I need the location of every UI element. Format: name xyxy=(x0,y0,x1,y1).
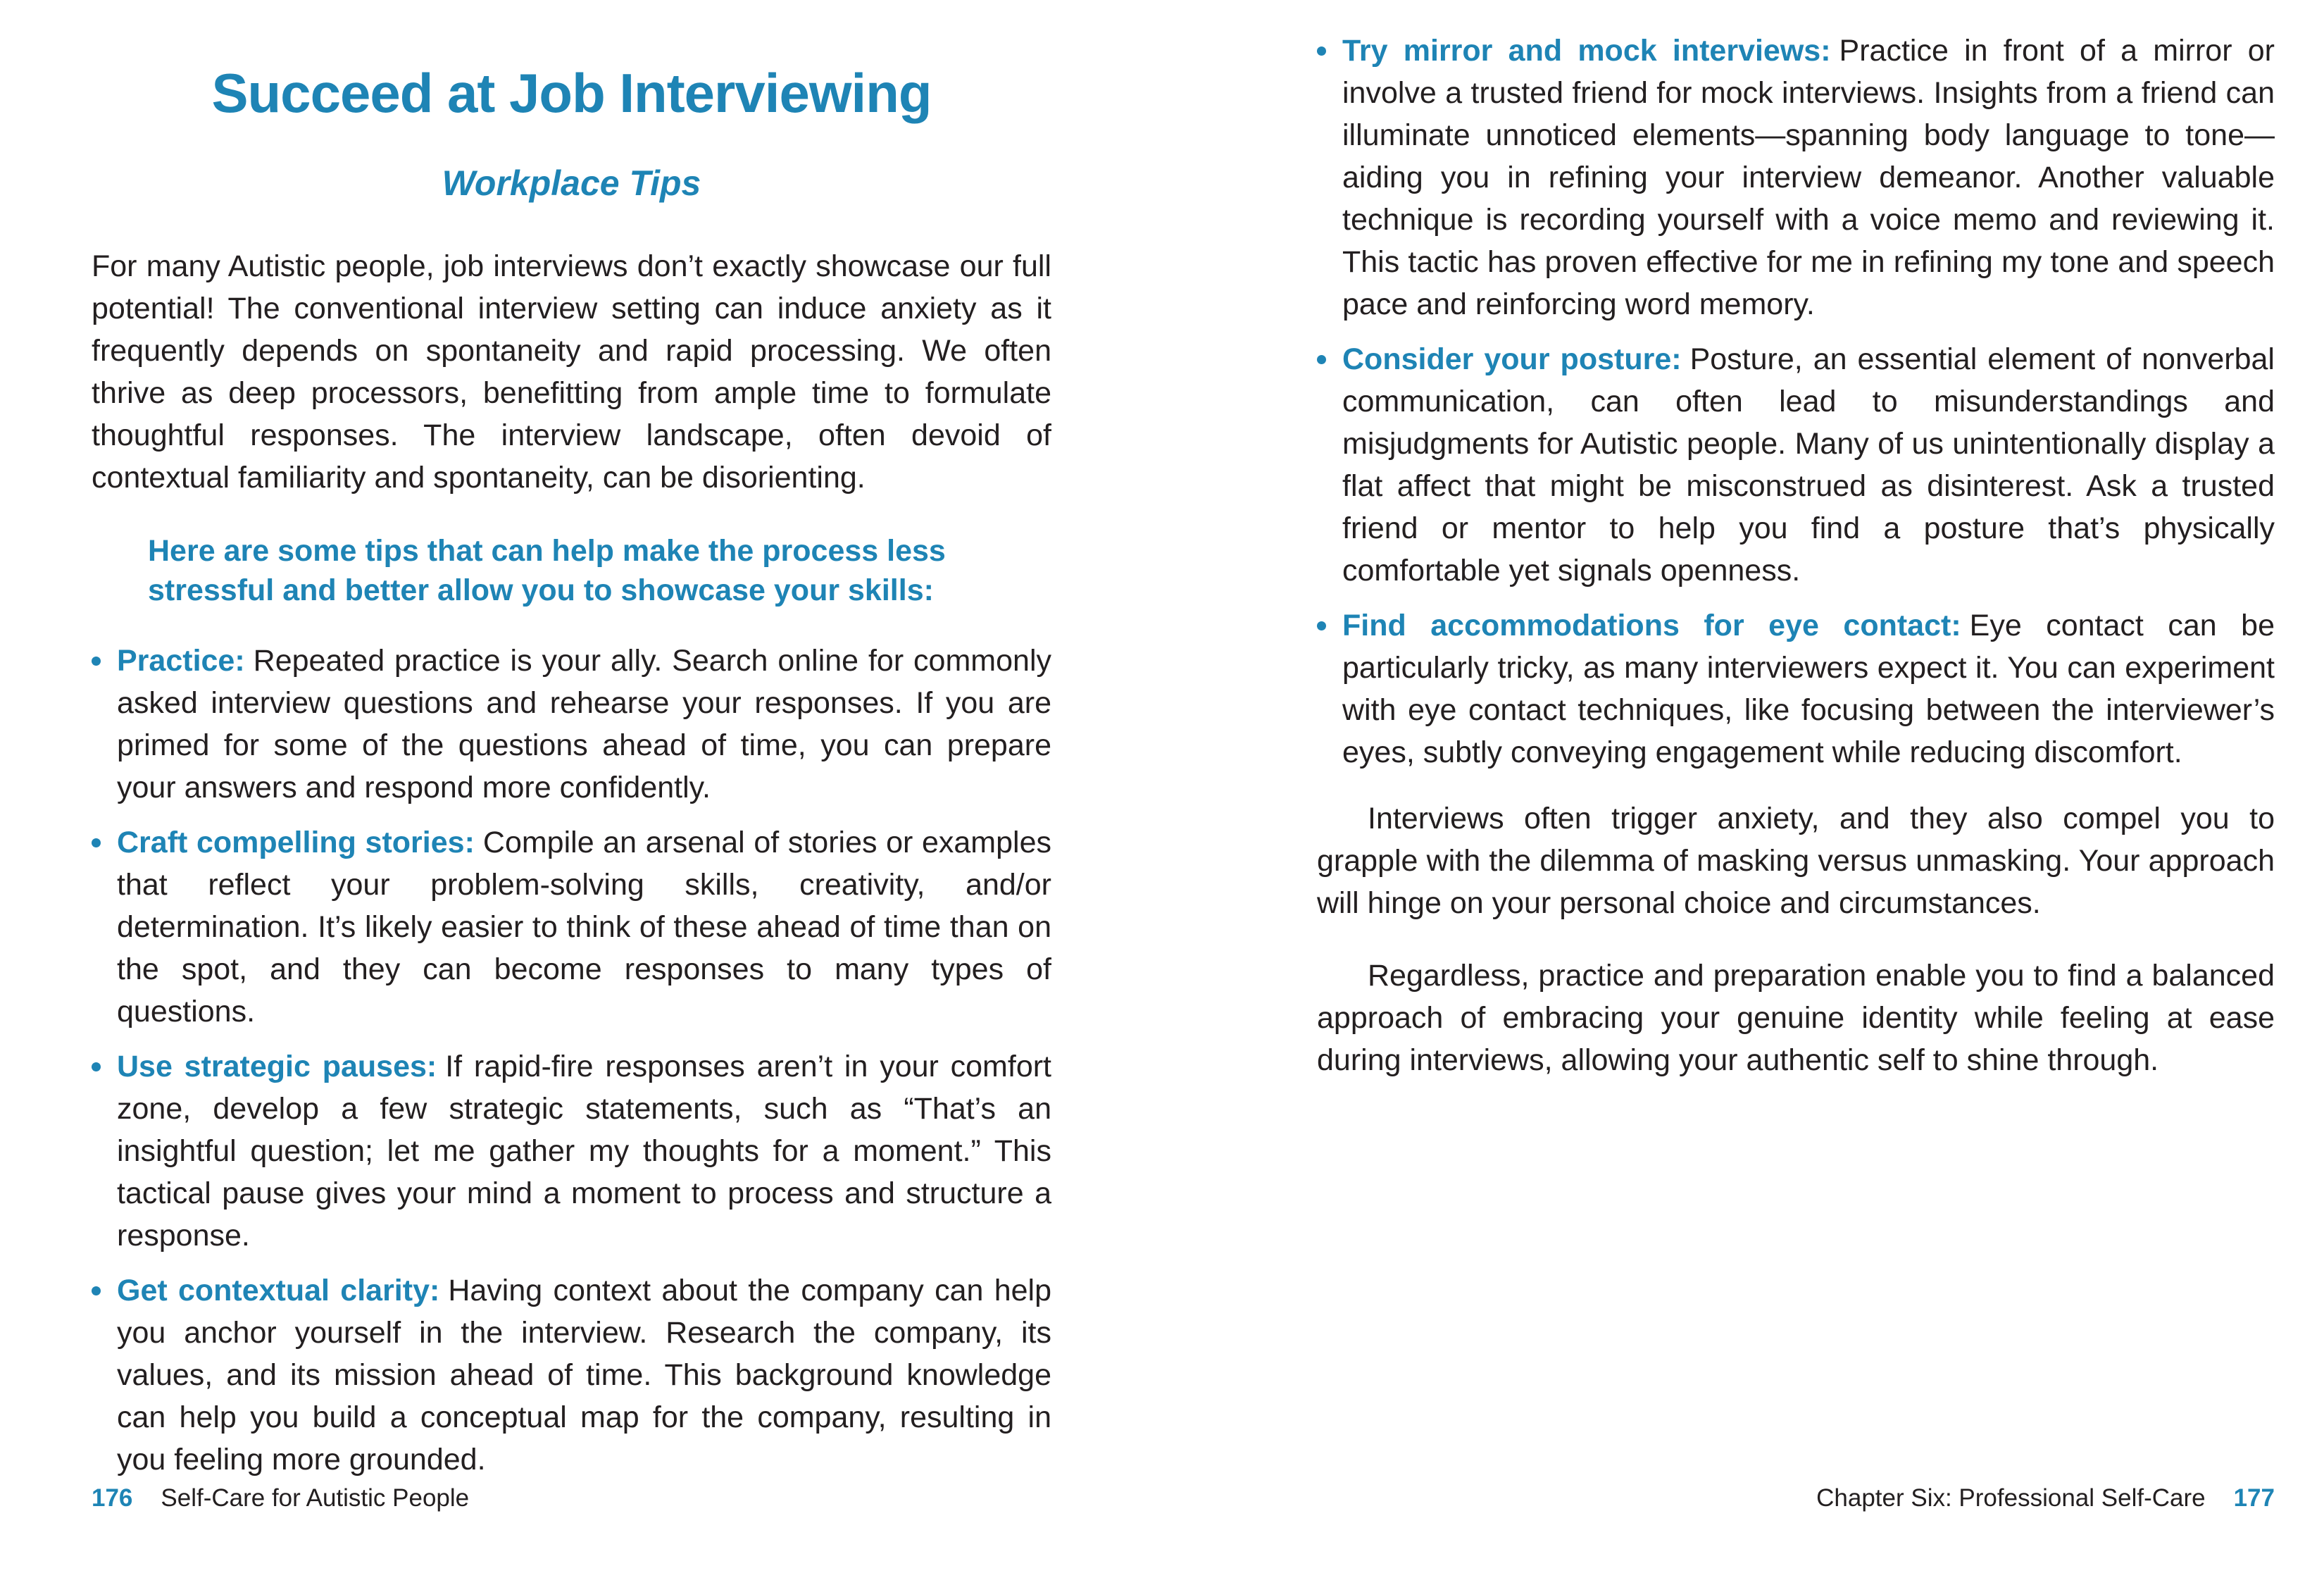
tip-label: Practice: xyxy=(117,644,245,678)
closing-paragraph: Interviews often trigger anxiety, and they also compel you to grapple with the dilemma of masking versus unmasking. Your approach will hinge on your personal choice and circumstances. xyxy=(1317,802,2275,920)
tip-text: Posture, an essential element of nonverbal communication, can often lead to misunderstandings and misjudgments for Autistic people. Many of us unintentionally display a flat affect that might be misconstrued as disinterest. Ask a trusted friend or mentor to help you find a posture that’s physically comfortable yet signals openness. xyxy=(1342,342,2275,588)
tip-label: Find accommodations for eye contact: xyxy=(1342,609,1961,642)
tip-label: Consider your posture: xyxy=(1342,342,1682,376)
page-number: 177 xyxy=(2233,1484,2275,1512)
tip-text: Eye contact can be particularly tricky, as many interviewers expect it. You can experiment with eye contact techniques, like focusing between the interviewer’s eyes, subtly conveying engagement while reducing discomfort. xyxy=(1342,609,2275,769)
bullet-icon xyxy=(92,838,101,847)
tip-item xyxy=(1317,338,2275,592)
tip-label: Craft compelling stories: xyxy=(117,826,475,860)
left-page-footer xyxy=(92,1484,469,1513)
tip-text: Compile an arsenal of stories or examples that reflect your problem-solving skills, creativity, and/or determination. It’s likely easier to think of these ahead of time than on the spot, and they can become responses to many types of questions. xyxy=(117,826,1051,1029)
tips-lead-in: Here are some tips that can help make the process less stressful and better allow you to showcase your skills: xyxy=(148,534,946,608)
bullet-icon xyxy=(92,1286,101,1295)
chapter-running-head: Chapter Six: Professional Self-Care xyxy=(1816,1484,2206,1512)
intro-paragraph: For many Autistic people, job interviews don’t exactly showcase our full potential! The conventional interview setting can induce anxiety as it frequently depends on spontaneity and rapid processing. We often thrive as deep processors, benefitting from ample time to formulate thoughtful responses. The interview landscape, often devoid of contextual familiarity and spontaneity, can be disorienting. xyxy=(92,249,1051,495)
tip-text: Repeated practice is your ally. Search online for commonly asked interview questions and rehearse your responses. If you are primed for some of the questions ahead of time, you can prepare your answers and respond more confidently. xyxy=(117,644,1051,805)
bullet-icon xyxy=(1317,355,1326,364)
right-page xyxy=(1317,0,2275,1112)
tip-label: Use strategic pauses: xyxy=(117,1050,437,1084)
tip-text: Having context about the company can help you anchor yourself in the interview. Research the company, its values, and its mission ahead of time. This background knowledge can help you build a conceptual map for the company, resulting in you feeling more grounded. xyxy=(117,1274,1051,1477)
bullet-icon xyxy=(92,1062,101,1071)
tip-item xyxy=(92,821,1051,1033)
tip-label: Get contextual clarity: xyxy=(117,1274,440,1308)
page-title: Succeed at Job Interviewing xyxy=(211,62,932,124)
closing-paragraph: Regardless, practice and preparation enable you to find a balanced approach of embracing your genuine identity while feeling at ease during interviews, allowing your authentic self to shine through. xyxy=(1317,959,2275,1077)
tip-item xyxy=(1317,30,2275,325)
book-title-running-head: Self-Care for Autistic People xyxy=(161,1484,470,1512)
tip-text: Practice in front of a mirror or involve a trusted friend for mock interviews. Insights from a friend can illuminate unnoticed elements—spanning body language to tone—aiding you in refining your interview demeanor. Another valuable technique is recording yourself with a voice memo and reviewing it. This tactic has proven effective for me in refining my tone and speech pace and reinforcing word memory. xyxy=(1342,34,2275,321)
tip-item xyxy=(92,1269,1051,1481)
page-number: 176 xyxy=(92,1484,133,1512)
tips-list-right xyxy=(1317,30,2275,773)
bullet-icon xyxy=(92,657,101,666)
tip-label: Try mirror and mock interviews: xyxy=(1342,34,1831,68)
tip-text: If rapid-fire responses aren’t in your comfort zone, develop a few strategic statements, such as “That’s an insightful question; let me gather my thoughts for a moment.” This tactical pause gives your mind a moment to process and structure a response. xyxy=(117,1050,1051,1253)
left-page xyxy=(92,0,1051,1493)
right-page-footer xyxy=(1816,1484,2275,1513)
tip-item xyxy=(92,1045,1051,1257)
tip-item xyxy=(1317,604,2275,773)
tip-item xyxy=(92,640,1051,809)
bullet-icon xyxy=(1317,46,1326,56)
tips-list-left xyxy=(92,640,1051,1481)
bullet-icon xyxy=(1317,621,1326,630)
page-subtitle: Workplace Tips xyxy=(442,163,701,204)
